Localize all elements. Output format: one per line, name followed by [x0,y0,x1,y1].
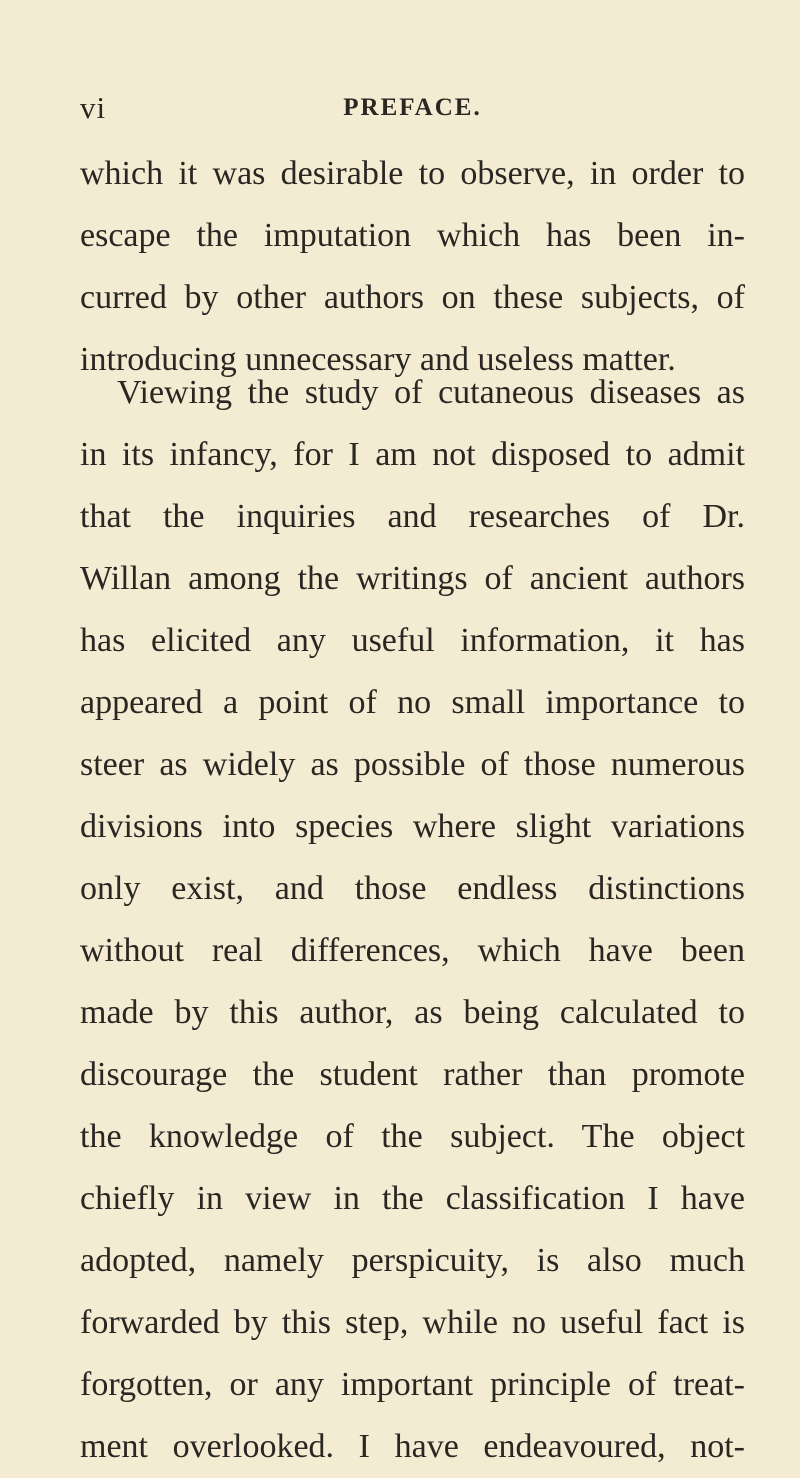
text-line: divisions into species where slight variations [80,808,745,845]
text-line: in its infancy, for I am not disposed to admit [80,436,745,473]
text-line: Viewing the study of cutaneous diseases as [117,374,745,411]
text-line: discourage the student rather than promote [80,1056,745,1093]
text-line: without real differences, which have been [80,932,745,969]
text-line: that the inquiries and researches of Dr. [80,498,745,535]
text-line: only exist, and those endless distinctions [80,870,745,907]
running-title: PREFACE. [343,94,482,121]
text-line: adopted, namely perspicuity, is also much [80,1242,745,1279]
text-line: steer as widely as possible of those numerous [80,746,745,783]
text-line: chiefly in view in the classification I have [80,1180,745,1217]
text-line: ment overlooked. I have endeavoured, not- [80,1428,745,1465]
text-line: has elicited any useful information, it has [80,622,745,659]
text-line: which it was desirable to observe, in order to [80,155,745,192]
text-line: Willan among the writings of ancient authors [80,560,745,597]
text-line: appeared a point of no small importance to [80,684,745,721]
text-line: escape the imputation which has been in- [80,217,745,254]
text-line: curred by other authors on these subjects, of [80,279,745,316]
paragraph-1 [80,143,745,391]
paragraph-2 [80,362,745,1478]
running-head [80,88,745,128]
page-number: vi [80,90,107,125]
text-line: forgotten, or any important principle of treat- [80,1366,745,1403]
text-line: introducing unnecessary and useless matter. [80,341,676,378]
text-line: made by this author, as being calculated to [80,994,745,1031]
text-line: forwarded by this step, while no useful fact is [80,1304,745,1341]
text-line: the knowledge of the subject. The object [80,1118,745,1155]
